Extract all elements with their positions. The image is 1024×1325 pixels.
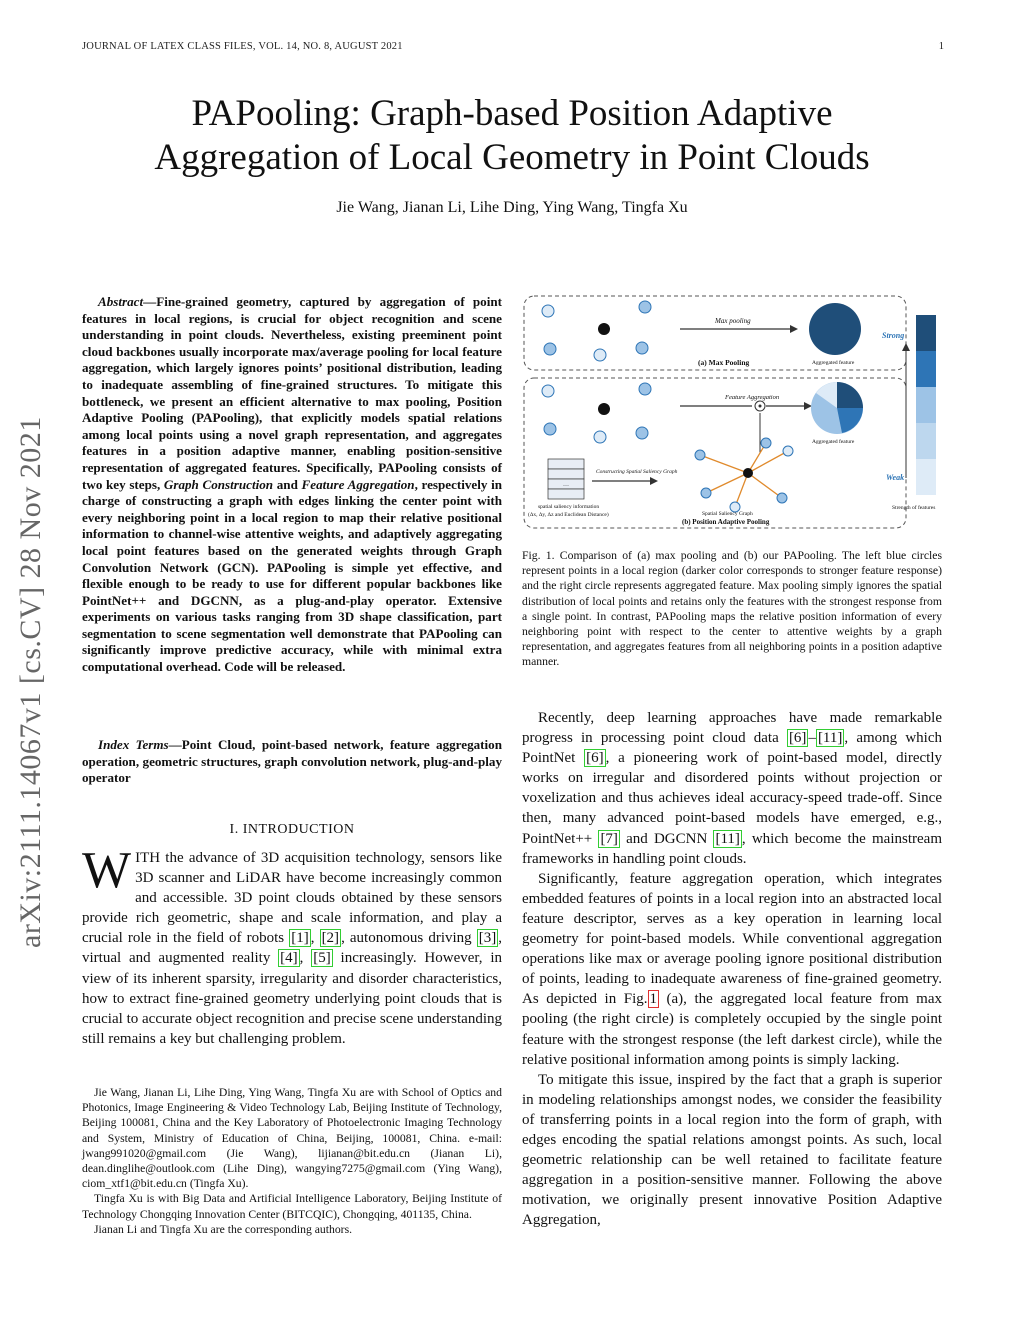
index-terms-text: —Point Cloud, point-based network, feature aggregation operation, geometric structures, graph convolution network, plug-and-play operator	[82, 737, 502, 786]
graph-node	[783, 446, 793, 456]
citation-link[interactable]: [1]	[291, 930, 309, 947]
point-node	[542, 385, 554, 397]
label-strength: Strength of features	[892, 505, 936, 511]
abstract-emphasis-2: Feature Aggregation	[301, 476, 415, 492]
paragraph	[522, 708, 942, 869]
abstract-text-1: —Fine-grained geometry, captured by aggregation of point features in local regions, is crucial for object recognition and scene understanding in point clouds. Nevertheless, existing preeminent point cloud backbones usually incorporate max/average pooling for local feature aggregation, which largely ignores points’ positional distribution, leading to inadequate assembling of fine-grained structures. To mitigate this bottleneck, we present an efficient alternative to max pooling, Position Adaptive Pooling (PAPooling), that explicitly models spatial relations among local points using a novel graph representation, and aggregates features in a position adaptive manner, enabling position-sensitive representation of aggregated features. Specifically, PAPooling consists of two key steps,	[82, 294, 502, 492]
paper-title	[60, 92, 964, 180]
citation-link[interactable]: [6]	[788, 730, 807, 747]
text-run: , among which PointNet	[522, 730, 942, 767]
citation-link[interactable]: [11]	[817, 730, 843, 747]
title-line-2: Aggregation of Local Geometry in Point Clouds	[154, 137, 870, 178]
page-number: 1	[938, 41, 944, 52]
point-node	[594, 431, 606, 443]
label-panel-b: (b) Position Adaptive Pooling	[682, 518, 770, 526]
citation-link[interactable]: [3]	[478, 930, 497, 947]
figure-caption: Fig. 1. Comparison of (a) max pooling and (b) our PAPooling. The left blue circles represent points in a local region (darker color corresponds to stronger feature response) and the right circle represents aggregated feature. Max pooling simply ignores the spatial distribution of local points and retains only the features with the strongest response from a single point. In contrast, PAPooling maps the relative position information of every neighboring point with respect to the center to attentive weights by a graph representation, and aggregates features from all neighboring points in a position adaptive manner.	[522, 549, 942, 669]
graph-node	[695, 450, 705, 460]
abstract-emphasis-1: Graph Construction	[163, 476, 274, 492]
text-run: , which become the mainstream frameworks in handling point clouds.	[522, 830, 942, 867]
arrow-head	[790, 325, 798, 333]
citation-link[interactable]: [6]	[586, 750, 604, 767]
citation-link[interactable]: [2]	[321, 930, 340, 947]
label-feature-aggregation: Feature Aggregation	[725, 394, 780, 401]
label-aggregated-1: Aggregated feature	[812, 360, 855, 366]
intro-text-2: , autonomous driving	[341, 930, 477, 947]
strength-arrow-head	[902, 343, 910, 351]
strength-swatch	[916, 459, 936, 495]
footnote-affiliation: Jie Wang, Jianan Li, Lihe Ding, Ying Wang, Tingfa Xu are with School of Optics and Photonics, Image Engineering & Video Technology Lab, Beijing Institute of Technology, Beijing 100081, China and the Key Laboratory of Photoelectronic Imaging Technology and System, Ministry of Education of China, Beijing, 100081, China. e-mail: jwang991020@gmail.com (Jie Wang), lijianan@bit.edu.cn (Jianan Li), dean.dinglihe@outlook.com (Lihe Ding), wangying7275@gmail.com (Ying Wang), ciom_xtf1@bit.edu.cn (Tingfa Xu).	[82, 1086, 502, 1191]
label-spatial-info: spatial saliency information	[538, 504, 600, 510]
figure-1	[520, 293, 944, 531]
citation-link[interactable]: [7]	[600, 830, 618, 847]
running-header: JOURNAL OF LATEX CLASS FILES, VOL. 14, NO. 8, AUGUST 2021	[82, 41, 403, 52]
point-node	[544, 343, 556, 355]
point-node	[542, 305, 554, 317]
text-run: (a), the aggregated local feature from max pooling (the right circle) is completely occupied by the single point feature with the strongest response (the left darkest circle), while the relative positional information among points is simply lacking.	[522, 991, 942, 1068]
arrow-head	[804, 402, 812, 410]
aggregation-operator-dot	[759, 405, 762, 408]
point-node	[544, 423, 556, 435]
point-node	[594, 349, 606, 361]
center-point-node	[598, 323, 610, 335]
title-line-1: PAPooling: Graph-based Position Adaptive	[191, 93, 833, 134]
label-weak: Weak	[886, 473, 905, 482]
right-column-body	[522, 708, 942, 1230]
point-node	[639, 383, 651, 395]
point-node	[639, 301, 651, 313]
aggregated-feature-circle	[809, 303, 861, 355]
section-heading-introduction: I. INTRODUCTION	[229, 822, 355, 837]
pie-slice	[837, 382, 863, 408]
label-aggregated-2: Aggregated feature	[812, 439, 855, 445]
figure-1-diagram	[520, 293, 944, 531]
citation-link[interactable]: [4]	[280, 950, 298, 967]
intro-text-4: increasingly. However, in view of its inherent sparsity, irregularity and disorder characteristics, how to extract fine-grained geometry underlying point clouds that is crucial to accurate object recognition and precise scene understanding still remains a key but challenging problem.	[82, 950, 503, 1047]
intro-paragraph: WITH the advance of 3D acquisition technology, sensors like 3D scanner and LiDAR have become increasingly common and accessible. 3D point clouds obtained by these sensors provide rich geometric, shape and scale information, and play a crucial role in the field of robots [1] , [2] , autonomous driving [3] , virtual and augmented reality [4] , [5] increasingly. However, in view of its inherent sparsity, irregularity and disorder characteristics, how to extract fine-grained geometry underlying point clouds that is crucial to accurate object recognition and precise scene understanding still remains a key but challenging problem.	[82, 842, 503, 1047]
spatial-info-table	[548, 459, 584, 499]
strength-swatch	[916, 351, 936, 387]
citation-link[interactable]: [5]	[313, 950, 331, 967]
label-panel-a: (a) Max Pooling	[698, 358, 750, 367]
point-node	[636, 342, 648, 354]
strength-swatch	[916, 423, 936, 459]
arrow-head	[650, 477, 658, 485]
text-run: Recently, deep learning approaches have made remarkable progress in processing point cloud data	[522, 710, 942, 747]
paragraph: To mitigate this issue, inspired by the fact that a graph is superior in modeling relationships amongst nodes, we consider the feasibility of transferring points in a local region into the form of graph, with edges encoding the spatial relations amongst points. As such, local geometric relationship can be well retained to facilitate feature aggregation in a position-sensitive manner. Following the above motivation, we originally present innovative Position Adaptive Aggregation,	[522, 1071, 942, 1229]
point-node	[636, 427, 648, 439]
text-run: and DGCNN	[619, 830, 714, 847]
drop-cap: W	[82, 842, 132, 899]
label-spatial-info-2: (Δx, Δy, Δz and Euclidean Distance)	[528, 512, 609, 518]
intro-text-1: ITH the advance of 3D acquisition technology, sensors like 3D scanner and LiDAR have become increasingly common and accessible. 3D point clouds obtained by these sensors provide rich geometric, shape and scale information, and play a crucial role in the field of robots	[82, 850, 502, 947]
index-terms-lead: Index Terms	[98, 737, 169, 752]
arxiv-stamp: arXiv:2111.14067v1 [cs.CV] 28 Nov 2021	[14, 416, 47, 948]
intro-text-3: , virtual and augmented reality	[82, 930, 502, 967]
graph-node	[761, 438, 771, 448]
paragraph	[522, 869, 942, 1070]
footnote-corresponding: Jianan Li and Tingfa Xu are the corresponding authors.	[94, 1222, 353, 1236]
label-ssg: Spatial Saliency Graph	[702, 511, 753, 517]
graph-node	[777, 493, 787, 503]
abstract-text-3: , respectively in charge of constructing a graph with edges linking the center point with every neighboring point in a local region to map their relative positional information to channel-wise attentive weights, and adaptively aggregating local point features based on the generated weights through Graph Convolution Network (GCN). PAPooling is simple yet effective, and flexible enough to be ready to use for different popular backbones like PointNet++ and DGCNN, as a plug-and-play operator. Extensive experiments on various tasks ranging from 3D shape classification, part segmentation to scene segmentation well demonstrate that PAPooling can significantly improve predictive accuracy, while with minimal extra computational overhead. Code will be released.	[82, 476, 503, 675]
strength-swatch	[916, 387, 936, 423]
index-terms	[82, 737, 502, 787]
label-max-pooling: Max pooling	[715, 317, 751, 325]
center-point-node	[598, 403, 610, 415]
author-list: Jie Wang, Jianan Li, Lihe Ding, Ying Wang, Tingfa Xu	[336, 199, 688, 216]
graph-center-node	[743, 468, 753, 478]
graph-node	[701, 488, 711, 498]
abstract-lead: Abstract	[98, 294, 144, 309]
label-constructing: Constructing Spatial Saliency Graph	[596, 469, 678, 475]
label-strong: Strong	[882, 331, 905, 340]
abstract-text-2: and	[273, 476, 302, 492]
text-run: –	[808, 730, 816, 747]
text-run: Significantly, feature aggregation operation, which integrates embedded features of points in a local region into an abstracted local feature descriptor, serves as a key operation in learning local geometry for point-based models. While conventional aggregation operations like max or average pooling ignore positional distribution of points, leading to inadequate awareness of fine-grained geometry. As depicted in Fig.	[522, 870, 942, 1008]
svg-text:…: …	[563, 482, 569, 488]
text-run: , a pioneering work of point-based model, directly works on irregular and disordered points without projection or voxelization and thus achieves ideal accuracy-speed trade-off. Since then, many advanced point-based models have emerged, e.g., PointNet++	[522, 750, 942, 847]
strength-swatch	[916, 315, 936, 351]
citation-link[interactable]: [11]	[715, 830, 740, 847]
figure-link[interactable]: 1	[649, 991, 657, 1008]
footnote-affiliation-2: Tingfa Xu is with Big Data and Artificial Intelligence Laboratory, Beijing Institute of Technology Chongqing Innovation Center (BITCQIC), Chongqing, 401135, China.	[82, 1192, 502, 1221]
abstract	[82, 294, 502, 676]
footnotes	[82, 1085, 502, 1237]
